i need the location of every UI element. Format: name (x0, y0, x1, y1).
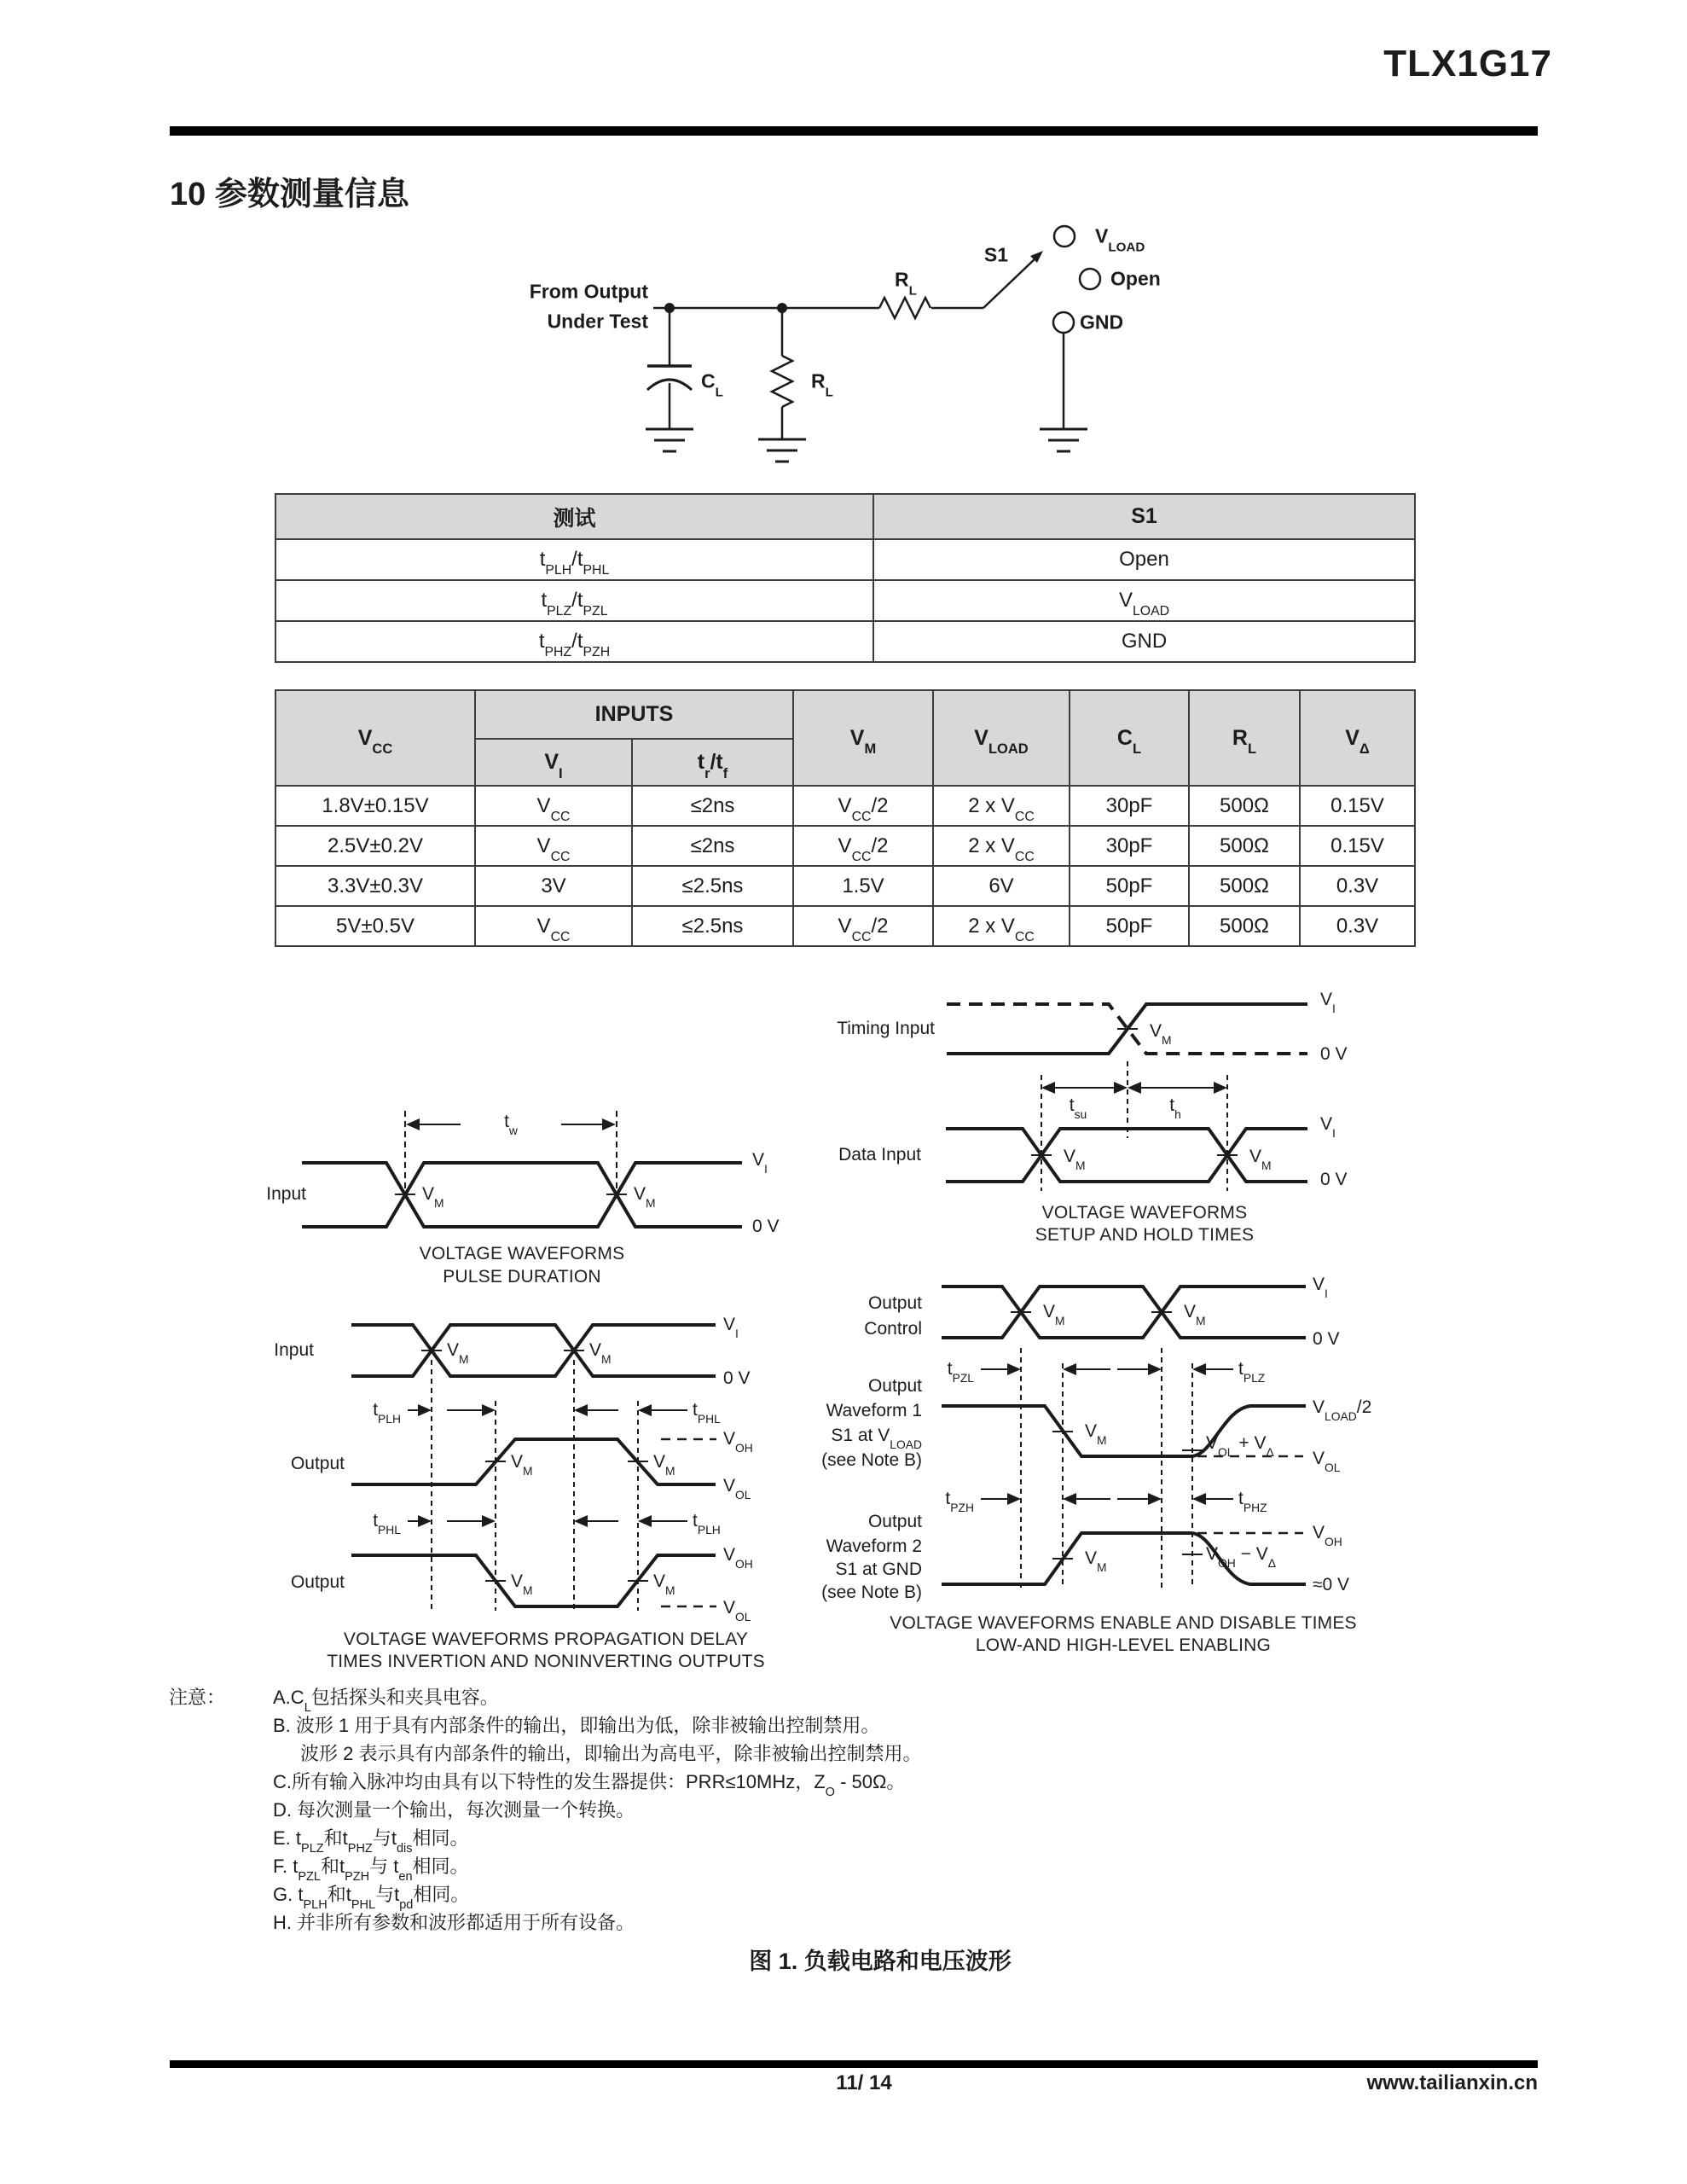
note-f: F. $t_{PZL}$和$t_{PZH}$与 $t_{en}$相同。 (273, 1856, 469, 1885)
vload-half-label: $V_{LOAD}/2$ (1313, 1397, 1372, 1424)
cell: Open (873, 539, 1415, 580)
wf2-label-4: (see Note B) (821, 1583, 922, 1602)
output-control-label-2: Control (864, 1319, 922, 1339)
fig-caption: VOLTAGE WAVEFORMS ENABLE AND DISABLE TIMES (890, 1613, 1357, 1633)
fig-caption: SETUP AND HOLD TIMES (1035, 1225, 1255, 1245)
table-row (275, 826, 1415, 866)
note-h: H. 并非所有参数和波形都适用于所有设备。 (273, 1912, 635, 1933)
cell: 2.5V±0.2V (275, 826, 475, 866)
vol-label: $V_{OL}$ (723, 1476, 751, 1502)
voh-label: $V_{OH}$ (723, 1429, 753, 1455)
open-terminal-label: Open (1110, 267, 1161, 290)
col-header-vi: $V_I$ (475, 739, 632, 786)
table-row (275, 866, 1415, 906)
cell: 50pF (1070, 866, 1189, 906)
output-label: Output (290, 1454, 345, 1473)
cell: ≤2ns (632, 826, 793, 866)
wf1-label-3: S1 at $V_{LOAD}$ (831, 1426, 922, 1452)
vm-label: $V_M$ (1043, 1302, 1065, 1328)
vm-label: $V_M$ (1085, 1548, 1107, 1575)
col-header-s1: S1 (873, 494, 1415, 539)
vm-label: $V_M$ (447, 1340, 469, 1367)
vm-label: $V_M$ (1184, 1302, 1206, 1328)
rl-series-label: $R_L$ (895, 268, 917, 299)
vi-label: $V_I$ (1320, 1114, 1336, 1141)
col-header-vload: $V_{LOAD}$ (933, 690, 1070, 786)
vm-label: $V_M$ (511, 1452, 533, 1478)
wf1-label-4: (see Note B) (821, 1450, 922, 1470)
fig-caption: PULSE DURATION (443, 1267, 601, 1287)
figure-caption: 图 1. 负载电路和电压波形 (749, 1949, 1012, 1974)
tphz-label: $t_{PHZ}$ (1238, 1489, 1267, 1515)
col-header-vm: $V_M$ (793, 690, 933, 786)
col-header-test: 测试 (275, 494, 873, 539)
wf2-label-2: Waveform 2 (826, 1536, 922, 1556)
cell: 500Ω (1189, 786, 1300, 826)
tsu-label: $t_{su}$ (1069, 1095, 1087, 1122)
col-header-trtf: $t_r/t_f$ (632, 739, 793, 786)
cell: $V_{CC}$ (475, 786, 632, 826)
cell: 500Ω (1189, 866, 1300, 906)
zero-v-label: 0 V (1320, 1044, 1348, 1064)
note-b: B. 波形 1 用于具有内部条件的输出，即输出为低，除非被输出控制禁用。 (273, 1715, 880, 1736)
vm-label: $V_M$ (653, 1452, 675, 1478)
cell: 30pF (1070, 826, 1189, 866)
fig-pulse-duration (302, 1111, 742, 1227)
conditions-table (275, 689, 1416, 947)
voh-minus-vdelta-label: $V_{OH} - V_\Delta$ (1206, 1544, 1277, 1571)
fig-caption: LOW-AND HIGH-LEVEL ENABLING (975, 1635, 1272, 1655)
s1-label: S1 (983, 243, 1009, 266)
cell: 3.3V±0.3V (275, 866, 475, 906)
vm-label: $V_M$ (653, 1571, 675, 1598)
output-control-label-1: Output (867, 1293, 922, 1313)
vol-label: $V_{OL}$ (1313, 1449, 1341, 1475)
zero-v-label: 0 V (1313, 1329, 1340, 1349)
vi-label: $V_I$ (752, 1150, 768, 1176)
tphl-label: $t_{PHL}$ (373, 1511, 401, 1537)
cell: 6V (933, 866, 1070, 906)
cell: 500Ω (1189, 826, 1300, 866)
vm-label: $V_M$ (1150, 1021, 1172, 1048)
cell: 0.15V (1300, 786, 1415, 826)
note-b-cont: 波形 2 表示具有内部条件的输出，即输出为高电平，除非被输出控制禁用。 (300, 1743, 922, 1764)
tphl-label: $t_{PHL}$ (693, 1400, 721, 1426)
notes-label: 注意： (169, 1687, 226, 1708)
wf1-label-2: Waveform 1 (826, 1401, 922, 1420)
col-header-rl: $R_L$ (1189, 690, 1300, 786)
vi-label: $V_I$ (723, 1315, 739, 1341)
fig-propagation-delay (351, 1325, 716, 1612)
vi-label: $V_I$ (1320, 990, 1336, 1016)
tplh-label: $t_{PLH}$ (693, 1511, 721, 1537)
cell: ≤2ns (632, 786, 793, 826)
from-output-label-2: Under Test (547, 310, 648, 333)
zero-v-label: 0 V (752, 1217, 780, 1236)
cell: $V_{LOAD}$ (873, 580, 1415, 621)
cell: 2 x $V_{CC}$ (933, 906, 1070, 946)
cell: 5V±0.5V (275, 906, 475, 946)
cell: 1.8V±0.15V (275, 786, 475, 826)
rl-shunt-label: $R_L$ (811, 369, 833, 400)
voh-label: $V_{OH}$ (723, 1545, 753, 1571)
table-row (275, 621, 1415, 662)
note-e: E. $t_{PLZ}$和$t_{PHZ}$与$t_{dis}$相同。 (273, 1827, 469, 1856)
tpzl-label: $t_{PZL}$ (947, 1359, 974, 1385)
vm-label: $V_M$ (511, 1571, 533, 1598)
gnd-terminal-label: GND (1080, 311, 1124, 334)
cell: 30pF (1070, 786, 1189, 826)
cell: 0.15V (1300, 826, 1415, 866)
fig-caption: TIMES INVERTION AND NONINVERTING OUTPUTS (327, 1652, 765, 1671)
cell: $V_{CC}/2$ (793, 786, 933, 826)
vm-label: $V_M$ (589, 1340, 612, 1367)
tplh-label: $t_{PLH}$ (373, 1400, 401, 1426)
cell: ≤2.5ns (632, 906, 793, 946)
cell: 2 x $V_{CC}$ (933, 826, 1070, 866)
table-row (275, 906, 1415, 946)
zero-v-label: 0 V (723, 1368, 751, 1388)
cell: 3V (475, 866, 632, 906)
from-output-label-1: From Output (529, 280, 648, 303)
cell: 1.5V (793, 866, 933, 906)
vol-label: $V_{OL}$ (723, 1598, 751, 1624)
data-input-label: Data Input (838, 1145, 921, 1165)
col-header-cl: $C_L$ (1070, 690, 1189, 786)
load-circuit (646, 226, 1100, 462)
fig-setup-hold (946, 1004, 1307, 1191)
s1-table (275, 493, 1416, 663)
table-row (275, 786, 1415, 826)
page-title: TLX1G17 (1383, 43, 1552, 84)
cell: 500Ω (1189, 906, 1300, 946)
wf2-label-3: S1 at GND (835, 1560, 922, 1579)
cell: 50pF (1070, 906, 1189, 946)
vol-plus-vdelta-label: $V_{OL} + V_\Delta$ (1206, 1433, 1274, 1460)
vload-terminal-label: $V_{LOAD}$ (1095, 224, 1145, 255)
tpzh-label: $t_{PZH}$ (945, 1489, 974, 1515)
table-row (275, 580, 1415, 621)
zero-v-label: 0 V (1320, 1170, 1348, 1189)
table-row (275, 494, 1415, 539)
input-label: Input (274, 1340, 314, 1360)
cell: $t_{PHZ}/t_{PZH}$ (275, 621, 873, 662)
fig-caption: VOLTAGE WAVEFORMS PROPAGATION DELAY (343, 1629, 749, 1649)
website-link: www.tailianxin.cn (1366, 2071, 1538, 2094)
vi-label: $V_I$ (1313, 1275, 1328, 1301)
col-header-inputs: INPUTS (475, 690, 793, 739)
cell: 2 x $V_{CC}$ (933, 786, 1070, 826)
fig-enable-disable (942, 1287, 1306, 1589)
cell: 0.3V (1300, 906, 1415, 946)
cl-label: $C_L$ (701, 369, 723, 400)
section-title: 10 参数测量信息 (170, 177, 409, 212)
output-label: Output (290, 1572, 345, 1592)
page-number: 11/ 14 (836, 2071, 892, 2094)
footer-rule (170, 2060, 1538, 2068)
col-header-vdelta: $V_\Delta$ (1300, 690, 1415, 786)
cell: GND (873, 621, 1415, 662)
cell: 0.3V (1300, 866, 1415, 906)
cell: $t_{PLZ}/t_{PZL}$ (275, 580, 873, 621)
note-d: D. 每次测量一个输出，每次测量一个转换。 (273, 1799, 635, 1821)
note-c: C.所有输入脉冲均由具有以下特性的发生器提供：PRR≤10MHz，$Z_O - 50\Omega$。 (273, 1771, 906, 1800)
col-header-vcc: $V_{CC}$ (275, 690, 475, 786)
cell: ≤2.5ns (632, 866, 793, 906)
note-g: G. $t_{PLH}$和$t_{PHL}$与$t_{pd}$相同。 (273, 1884, 470, 1913)
vm-label: $V_M$ (1064, 1147, 1086, 1173)
vm-label: $V_M$ (1249, 1147, 1272, 1173)
voh-label: $V_{OH}$ (1313, 1523, 1342, 1549)
tplz-label: $t_{PLZ}$ (1238, 1359, 1266, 1385)
cell: $V_{CC}/2$ (793, 906, 933, 946)
fig-caption: VOLTAGE WAVEFORMS (419, 1244, 625, 1263)
input-label: Input (266, 1184, 306, 1204)
vm-label: $V_M$ (422, 1184, 444, 1211)
vm-label: $V_M$ (1085, 1421, 1107, 1448)
timing-input-label: Timing Input (837, 1019, 935, 1038)
cell: $V_{CC}/2$ (793, 826, 933, 866)
vm-label: $V_M$ (634, 1184, 656, 1211)
table-row (275, 690, 1415, 739)
fig-caption: VOLTAGE WAVEFORMS (1041, 1203, 1248, 1223)
tw-label: $t_w$ (504, 1112, 518, 1138)
wf1-label-1: Output (867, 1376, 922, 1396)
cell: $V_{CC}$ (475, 826, 632, 866)
approx-zero-label: ≈0 V (1313, 1575, 1350, 1594)
wf2-label-1: Output (867, 1512, 922, 1531)
th-label: $t_h$ (1169, 1095, 1181, 1122)
cell: $t_{PLH}/t_{PHL}$ (275, 539, 873, 580)
cell: $V_{CC}$ (475, 906, 632, 946)
table-row (275, 539, 1415, 580)
note-a: $A.C_L$包括探头和夹具电容。 (273, 1687, 499, 1716)
